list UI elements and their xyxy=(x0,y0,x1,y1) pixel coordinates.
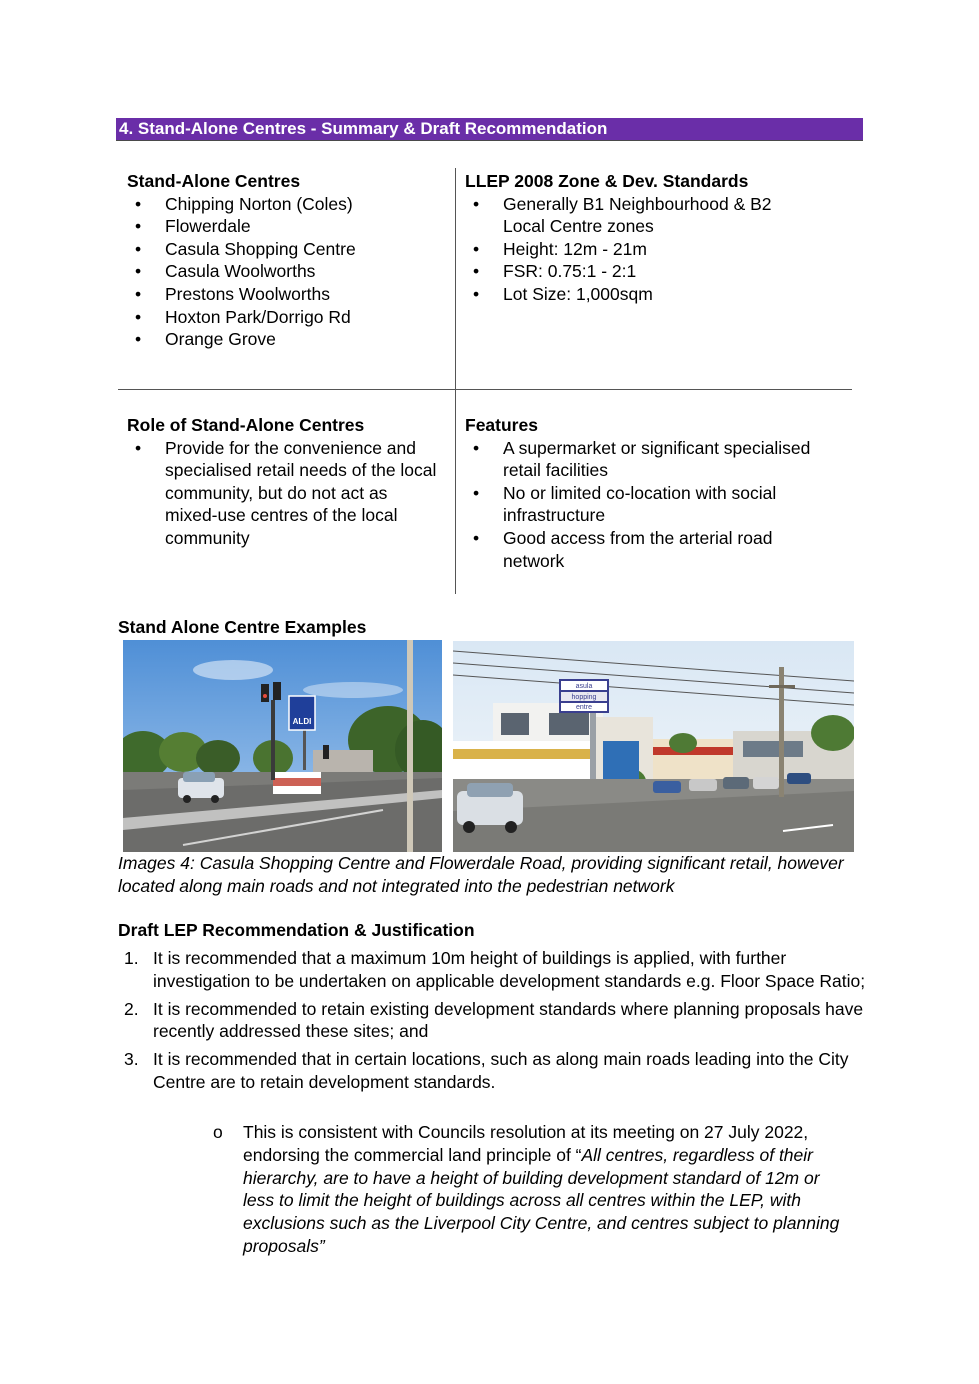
subpoint-quote: All centres, regardless of their hierarchy, are to have a height of building development standard of 12m or less to limit the height of buildings across all centres within the LEP, with exclusions such as the Liverpool City Centre, and centres subject to planning proposals” xyxy=(243,1144,840,1256)
grid-vertical-divider xyxy=(455,168,456,594)
section-title-bar xyxy=(116,118,863,140)
examples-title: Stand Alone Centre Examples xyxy=(118,617,367,637)
centres-heading: Stand-Alone Centres xyxy=(127,171,301,191)
section-title-underline xyxy=(116,140,863,141)
recommendation-title: Draft LEP Recommendation & Justification xyxy=(118,920,475,940)
section-title: 4. Stand-Alone Centres - Summary & Draft Recommendation xyxy=(119,119,608,138)
zones-list xyxy=(465,193,845,306)
list-item: • Flowerdale xyxy=(135,216,251,237)
flowerdale-road-illustration xyxy=(123,640,442,852)
centres-list xyxy=(127,193,447,351)
casula-shopping-centre-illustration xyxy=(453,641,854,852)
features-cell xyxy=(465,414,845,572)
list-item: • Height: 12m - 21m xyxy=(473,238,647,259)
centres-cell xyxy=(127,170,447,351)
features-list xyxy=(465,437,845,573)
casula-sign-line3: entre xyxy=(576,704,592,711)
role-heading: Role of Stand-Alone Centres xyxy=(127,415,365,435)
role-list xyxy=(127,437,447,550)
list-item: • Good access from the arterial road network xyxy=(473,527,773,571)
zones-cell xyxy=(465,170,845,306)
images-caption: Images 4: Casula Shopping Centre and Flowerdale Road, providing significant retail, however located along main roads and not integrated into the pedestrian network xyxy=(118,853,844,896)
flowerdale-road-photo xyxy=(123,640,442,852)
list-item: • Casula Woolworths xyxy=(135,261,316,282)
zones-heading: LLEP 2008 Zone & Dev. Standards xyxy=(465,171,749,191)
list-item: • Orange Grove xyxy=(135,329,276,350)
role-cell xyxy=(127,414,447,550)
list-item: • Provide for the convenience and specialised retail needs of the local community, but do not act as mixed-use centres of the local community xyxy=(135,437,437,548)
recommendation-subpoint xyxy=(213,1121,843,1258)
casula-shopping-centre-photo xyxy=(453,641,854,852)
recommendation-list xyxy=(118,947,868,1099)
subpoint-bullet: o xyxy=(213,1122,223,1142)
aldi-sign-text: ALDI xyxy=(292,717,312,726)
list-item: • Hoxton Park/Dorrigo Rd xyxy=(135,306,351,327)
list-item: • Lot Size: 1,000sqm xyxy=(473,283,653,304)
casula-sign-line2: hopping xyxy=(571,694,597,701)
list-item: • No or limited co-location with social infrastructure xyxy=(473,482,777,526)
grid-horizontal-divider xyxy=(118,389,852,390)
list-item: • Generally B1 Neighbourhood & B2 Local Centre zones xyxy=(473,193,772,237)
list-item: • Prestons Woolworths xyxy=(135,283,331,304)
list-item: 3. It is recommended that in certain locations, such as along main roads leading into the City Centre are to retain development standards. xyxy=(124,1049,849,1092)
list-item: 2. It is recommended to retain existing development standards where planning proposals have recently addressed these sites; and xyxy=(124,998,864,1042)
list-item: • Casula Shopping Centre xyxy=(135,238,356,259)
list-item: 1. It is recommended that a maximum 10m height of buildings is applied, with further investigation to be undertaken on applicable development standards e.g. Floor Space Ratio; xyxy=(124,948,866,991)
subpoint-lead: This is consistent with Councils resolution at its meeting on 27 July 2022, endorsing the commercial land principle of “ xyxy=(243,1122,809,1165)
features-heading: Features xyxy=(465,415,538,435)
list-item: • A supermarket or significant specialised retail facilities xyxy=(473,437,811,481)
list-item: • Chipping Norton (Coles) xyxy=(135,193,353,214)
list-item: • FSR: 0.75:1 - 2:1 xyxy=(473,261,637,282)
casula-sign-line1: asula xyxy=(575,683,593,690)
